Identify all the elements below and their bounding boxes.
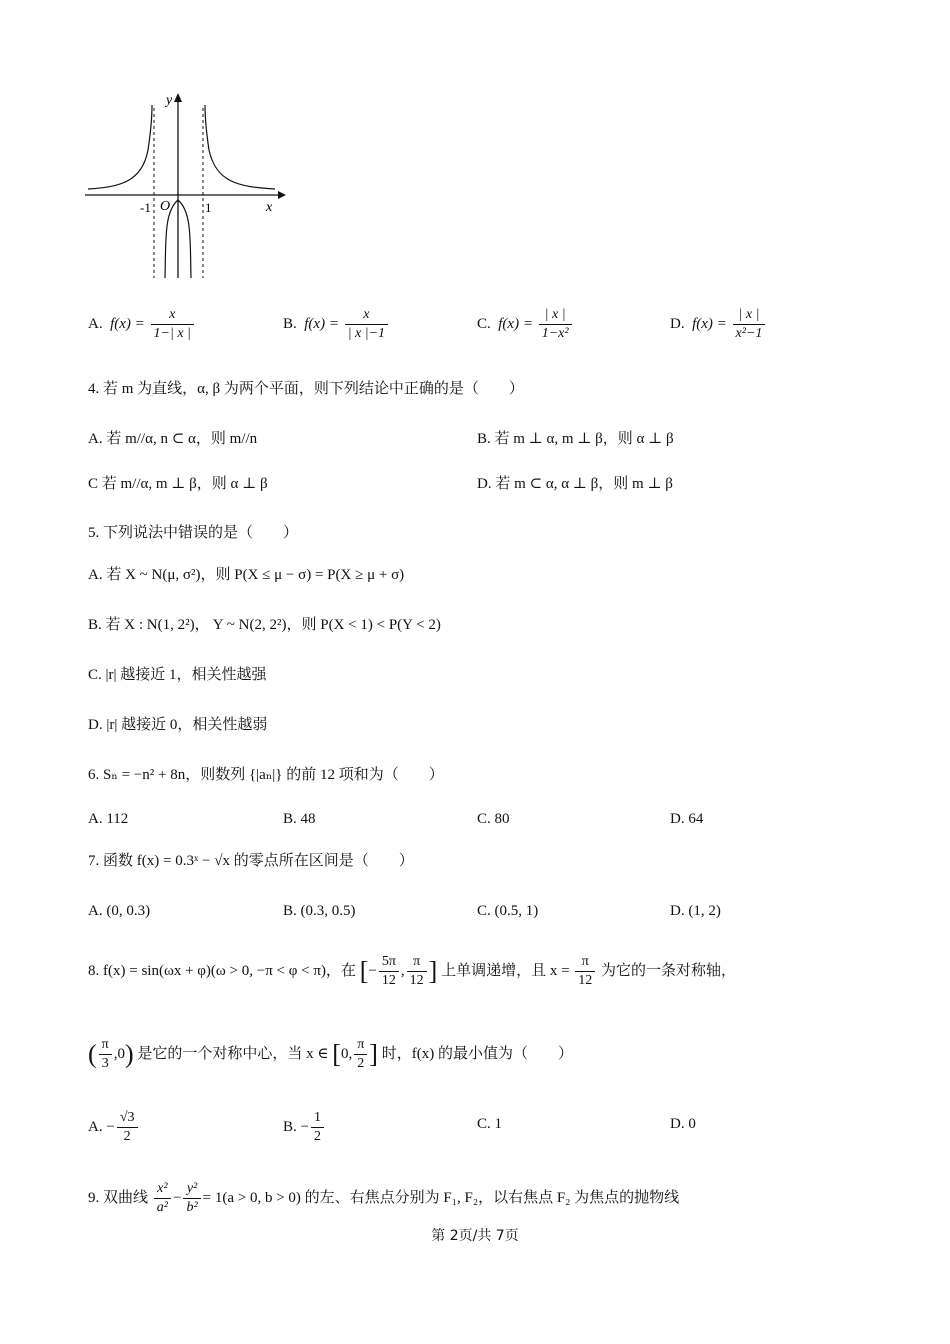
q6-option-c[interactable]: C. 80 xyxy=(477,811,510,827)
q3-option-c[interactable]: C. f(x) = $\frac{| x |}{\text{1−x²}}$ xyxy=(477,306,574,343)
q7-option-d[interactable]: D. (1, 2) xyxy=(670,903,721,919)
q3-option-a[interactable]: A. f(x) = $\frac{x}{1-| x |}$ xyxy=(88,306,196,343)
page-footer: 第 2页/共 7页 xyxy=(431,1228,519,1244)
q3-option-b-fraction: $\frac{x}{| x |-1}$ xyxy=(345,306,388,343)
q4-option-b[interactable]: B. 若 m ⊥ α, m ⊥ β，则 α ⊥ β xyxy=(477,431,674,447)
q5-option-c[interactable]: C. |r| 越接近 1，相关性越强 xyxy=(88,667,267,683)
q4-option-a[interactable]: A. 若 m//α, n ⊂ α，则 m//n xyxy=(88,431,258,447)
q7-option-b[interactable]: B. (0.3, 0.5) xyxy=(283,903,356,919)
y-axis-arrow xyxy=(174,93,182,102)
tick-label-pos-1: 1 xyxy=(205,200,212,215)
tick-label-neg-1: -1 xyxy=(140,200,151,215)
origin-label: O xyxy=(160,199,171,214)
q4-option-c[interactable]: C 若 m//α, m ⊥ β，则 α ⊥ β xyxy=(88,476,268,492)
q6-option-a[interactable]: A. 112 xyxy=(88,811,129,827)
curve-right-branch xyxy=(205,105,275,189)
q9-stem: 9. 双曲线 $\frac{\text{x²}}{\text{a²}}$ − $\frac{\text{y²}}{\text{b²}}$ = 1(a > 0, b > 0) 的左、右焦点分别为 F₁, F₂，以右焦点 F₂ 为焦点的抛物线 xyxy=(88,1181,680,1215)
q7-option-c[interactable]: C. (0.5, 1) xyxy=(477,903,539,919)
q8-line-1: 8. f(x) = sin(ωx + φ)(ω > 0, −π < φ < π)，在 [− $\frac{5\pi}{12}$ , $\frac{\pi}{12}$ ] 上单调递增，且 x = $\frac{\pi}{12}$ 为它的一条对称轴， xyxy=(88,954,737,988)
q8-center-point: ( xyxy=(88,1039,97,1069)
q3-option-d[interactable]: D. f(x) = $\frac{| x |}{\text{x²−1}}$ xyxy=(670,306,767,343)
q8-interval-1: [ xyxy=(359,956,369,986)
function-graph-figure xyxy=(80,90,290,285)
q5-stem: 5. 下列说法中错误的是（ ） xyxy=(88,525,299,541)
q8-option-d[interactable]: D. 0 xyxy=(670,1116,696,1132)
q6-stem: 6. Sₙ = −n² + 8n，则数列 {|aₙ|} 的前 12 项和为（ ） xyxy=(88,767,444,783)
x-axis-label: x xyxy=(266,200,273,215)
q8-option-a[interactable]: A. − $\frac{√3}{2}$ xyxy=(88,1109,140,1146)
q8-option-b[interactable]: B. − $\frac{1}{2}$ xyxy=(283,1109,326,1146)
q8-axis-fraction: $\frac{\pi}{12}$ xyxy=(575,953,595,990)
q4-stem: 4. 若 m 为直线，α, β 为两个平面，则下列结论中正确的是（ ） xyxy=(88,381,524,397)
q3-option-d-fraction: $\frac{| x |}{\text{x²−1}}$ xyxy=(733,306,766,343)
q3-option-a-fraction: $\frac{x}{1-| x |}$ xyxy=(151,306,194,343)
q5-option-d[interactable]: D. |r| 越接近 0，相关性越弱 xyxy=(88,717,268,733)
q8-option-c[interactable]: C. 1 xyxy=(477,1116,503,1132)
q5-option-b[interactable]: B. 若 X : N(1, 2²)， Y ~ N(2, 2²)，则 P(X < 1) < P(Y < 2) xyxy=(88,617,441,633)
curve-left-branch xyxy=(88,105,152,189)
q8-line-2: ( $\frac{\pi}{3}$ ,0) 是它的一个对称中心，当 x ∈ [0, $\frac{\pi}{2}$ ] 时，f(x) 的最小值为（ ） xyxy=(88,1037,573,1071)
y-axis-label: y xyxy=(166,93,173,108)
q3-option-c-fraction: $\frac{| x |}{\text{1−x²}}$ xyxy=(539,306,572,343)
q6-option-b[interactable]: B. 48 xyxy=(283,811,316,827)
q6-option-d[interactable]: D. 64 xyxy=(670,811,704,827)
x-axis-arrow xyxy=(278,191,286,199)
q7-option-a[interactable]: A. (0, 0.3) xyxy=(88,903,151,919)
q3-option-b[interactable]: B. f(x) = $\frac{x}{| x |-1}$ xyxy=(283,306,390,343)
q4-option-d[interactable]: D. 若 m ⊂ α, α ⊥ β，则 m ⊥ β xyxy=(477,476,673,492)
q5-option-a[interactable]: A. 若 X ~ N(μ, σ²)，则 P(X ≤ μ − σ) = P(X ≥ μ + σ) xyxy=(88,567,405,583)
q7-stem: 7. 函数 f(x) = 0.3ˣ − √x 的零点所在区间是（ ） xyxy=(88,853,414,869)
